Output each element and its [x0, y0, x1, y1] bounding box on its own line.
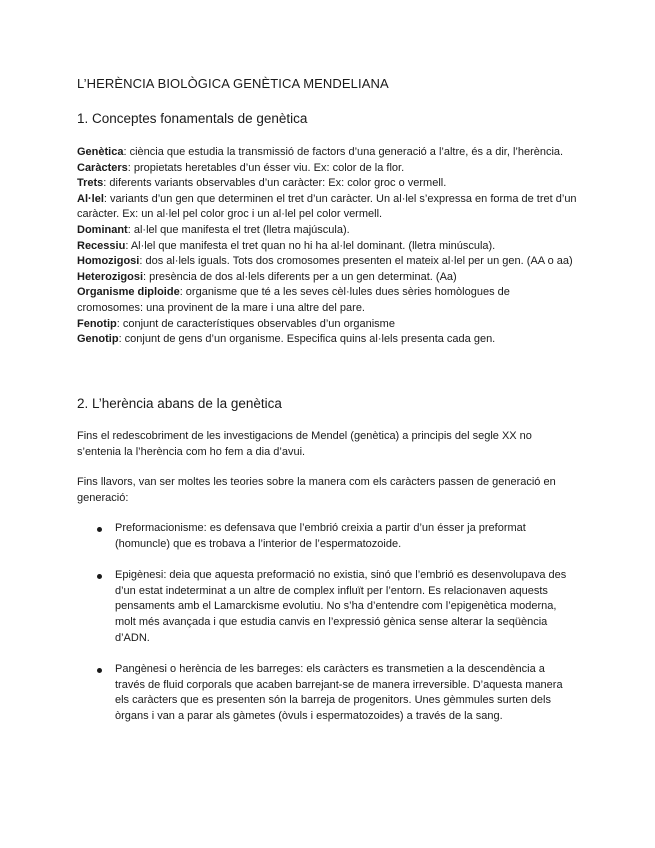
definition-text: : conjunt de gens d’un organisme. Especifica quins al·lels presenta cada gen. [118, 333, 496, 346]
definition-genetica [77, 145, 577, 161]
definition-genotip [77, 332, 577, 348]
definition-term: Organisme diploide [77, 286, 180, 299]
definition-text: : conjunt de característiques observables d’un organisme [116, 317, 395, 330]
theories-bullet-list [77, 521, 577, 725]
bullet-item-pangenesi [77, 662, 577, 724]
bullet-text: Epigènesi: deia que aquesta preformació no existia, sinó que l’embrió es desenvolupava des d’un estat indeterminat a un altre de complex influït per l’entorn. Es relacionaven aquests pensaments amb el Lamarckisme evolutiu. No s’ha d’entendre com l’epigenètica moderna, molt més avançada i que estudia canvis en l’expressió gènica sense alterar la seqüència d’ADN. [115, 569, 567, 644]
definition-term: Trets [77, 177, 104, 190]
definition-text: : diferents variants observables d’un caràcter: Ex: color groc o vermell. [103, 177, 447, 190]
definition-term: Al·lel [77, 192, 104, 205]
definition-term: Genètica [77, 146, 124, 158]
bullet-dot-icon [97, 668, 102, 673]
definition-text: : Al·lel que manifesta el tret quan no hi ha al·lel dominant. (lletra minúscula). [125, 239, 496, 252]
definition-term: Caràcters [77, 161, 128, 174]
definition-term: Homozigosi [77, 255, 140, 268]
definition-term: Fenotip [77, 317, 117, 330]
definition-text: : ciència que estudia la transmissió de factors d’una generació a l’altre, és a dir, l’herència. [123, 146, 564, 158]
definition-fenotip [77, 317, 577, 333]
definition-text: : al·lel que manifesta el tret (lletra majúscula). [127, 223, 350, 236]
bullet-dot-icon [97, 527, 102, 532]
definition-caracters [77, 161, 577, 177]
definition-term: Genotip [77, 333, 119, 346]
definition-homozigosi [77, 254, 577, 270]
definition-text: : variants d’un gen que determinen el tret d’un caràcter. Un al·lel s’expressa en forma de tret d’un caràcter. Ex: un al·lel pel color groc i un al·lel pel color vermell. [77, 192, 577, 221]
section2-paragraph-1: Fins el redescobriment de les investigacions de Mendel (genètica) a principis del segle XX no s’entenia la l’herència com ho fem a dia d’avui. [77, 430, 532, 458]
definition-text: : organisme que té a les seves cèl·lules dues sèries homòlogues de cromosomes: una provinent de la mare i una altre del pare. [77, 286, 510, 314]
definition-trets [77, 176, 577, 192]
definition-term: Recessiu [77, 239, 126, 252]
bullet-dot-icon [97, 574, 102, 579]
bullet-text: Pangènesi o herència de les barreges: els caràcters es transmetien a la descendència a través de fluid corporals que acaben barrejant-se de manera irreversible. D’aquesta manera els caràcters que es presenten són la barreja de progenitors. Unes gèmmules surten dels òrgans i van a parar als gàmetes (òvuls i espermatozoides) a través de la sang. [115, 663, 563, 722]
bullet-item-preformacionisme [77, 521, 577, 552]
section1-heading: 1. Conceptes fonamentals de genètica [77, 111, 308, 126]
glossary [77, 145, 577, 348]
definition-term: Heterozigosi [77, 270, 144, 283]
bullet-item-epigenesi [77, 568, 577, 646]
definition-heterozigosi [77, 270, 577, 286]
definition-text: : propietats heretables d’un ésser viu. Ex: color de la flor. [127, 161, 405, 174]
definition-allel [77, 192, 577, 223]
definition-organisme-diploide [77, 285, 577, 316]
section2-paragraph-2: Fins llavors, van ser moltes les teories sobre la manera com els caràcters passen de generació en generació: [77, 476, 556, 504]
document-title: L’HERÈNCIA BIOLÒGICA GENÈTICA MENDELIANA [77, 76, 389, 91]
section2-heading: 2. L’herència abans de la genètica [77, 396, 282, 411]
definition-recessiu [77, 239, 577, 255]
definition-text: : dos al·lels iguals. Tots dos cromosomes presenten el mateix al·lel per un gen. (AA o aa) [139, 255, 573, 268]
definition-dominant [77, 223, 577, 239]
definition-term: Dominant [77, 223, 128, 236]
bullet-text: Preformacionisme: es defensava que l’embrió creixia a partir d’un ésser ja preformat (homuncle) que es trobava a l’interior de l’espermatozoide. [115, 522, 526, 550]
definition-text: : presència de dos al·lels diferents per a un gen determinat. (Aa) [143, 270, 457, 283]
